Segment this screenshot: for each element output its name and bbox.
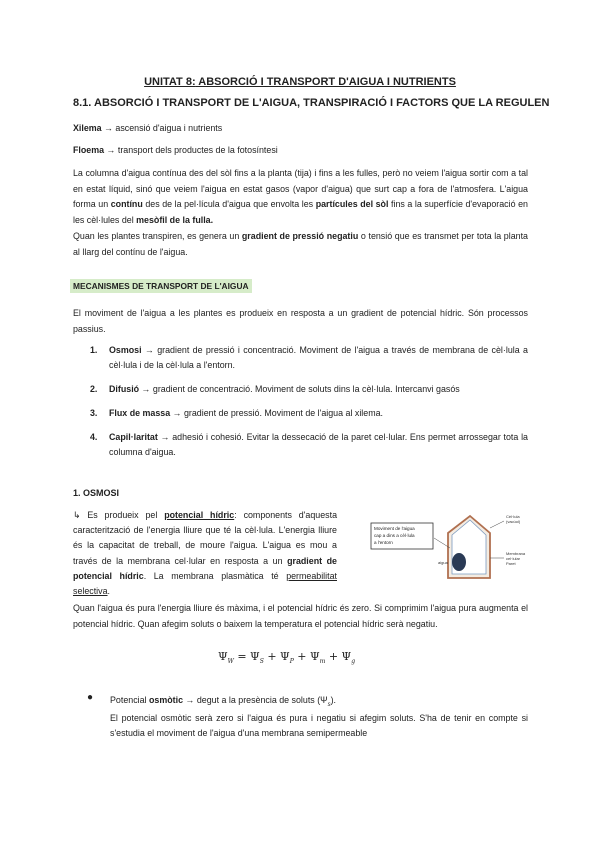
list-item xyxy=(73,382,528,397)
paragraph-osmosi xyxy=(73,508,337,599)
bold-run: mesòfil de la fulla. xyxy=(136,214,214,225)
operator: + xyxy=(293,650,310,663)
xilema-text: → ascensió d'aigua i nutrients xyxy=(101,123,223,133)
text-run: ↳ Es produeix pel xyxy=(73,510,165,520)
subscript: g xyxy=(351,658,356,666)
psi-symbol: Ψ xyxy=(250,650,260,663)
paragraph-water-column xyxy=(73,166,528,228)
list-item xyxy=(73,406,528,421)
operator: = xyxy=(233,650,251,663)
diagram-label: Membrana xyxy=(506,551,526,556)
item-number: 1. xyxy=(90,345,98,355)
text-run: . La membrana plasmàtica té xyxy=(143,570,287,581)
diagram-label-line: Moviment de l'aigua xyxy=(374,526,415,531)
operator: + xyxy=(325,650,342,663)
diagram-label: Cèl·lula xyxy=(506,514,520,519)
subscript: m xyxy=(319,658,326,666)
section-heading: 8.1. ABSORCIÓ I TRANSPORT DE L'AIGUA, TRANSPIRACIÓ I FACTORS QUE LA REGULEN xyxy=(73,97,550,109)
text-run: Potencial xyxy=(110,695,149,705)
bullet-icon: ● xyxy=(87,692,94,703)
diagram-label-line: cap a dins a cèl·lula xyxy=(374,533,415,538)
mechanisms-list xyxy=(73,343,528,460)
text-run: Quan les plantes transpiren, es genera un xyxy=(73,231,242,241)
text-run: des de la pel·lícula d'aigua que envolta les xyxy=(142,199,316,209)
floema-term: Floema xyxy=(73,145,105,155)
diagram-label-line: a l'entorn xyxy=(374,540,393,545)
bold-run: partícules del sòl xyxy=(315,199,389,209)
bold-run: contínu xyxy=(110,199,143,209)
psi-symbol: Ψ xyxy=(309,650,320,663)
operator: + xyxy=(263,650,281,663)
text-run: . xyxy=(107,586,110,597)
item-term: Capil·laritat xyxy=(109,432,158,442)
diagram-label: Paret xyxy=(506,561,516,566)
item-text: → adhesió i cohesió. Evitar la dessecació de la paret cel·lular. Ens permet arrossegar tota la columna d'aigua. xyxy=(109,432,528,457)
subscript: S xyxy=(259,658,264,666)
paragraph-transpiration xyxy=(73,229,528,260)
item-text: → gradient de concentració. Moviment de soluts dins la cèl·lula. Intercanvi gasós xyxy=(139,384,460,394)
text-run: : components d'aquesta caracterització de l'energia lliure que té la cèl·lula. L'energia lliure és la capacitat de treball, de moure l'aigua. L'aigua es mou a través de la membrana cel·lular en resposta a un xyxy=(73,510,338,566)
subscript: s xyxy=(327,701,331,708)
floema-line xyxy=(73,143,528,159)
unit-title: ABSORCIÓ I TRANSPORT D'AIGUA I NUTRIENTS xyxy=(195,76,456,88)
text-run: ). xyxy=(330,695,336,705)
plant-cell-diagram xyxy=(370,508,530,584)
text-run: o tensió que es transmet per tota la planta al llarg del contínu de l'aigua. xyxy=(73,231,528,257)
xilema-line xyxy=(73,121,528,137)
item-number: 2. xyxy=(90,384,98,394)
bold-run: gradient de pressió negatiu xyxy=(241,231,359,241)
text-run: → degut a la presència de soluts (Ψ xyxy=(183,695,328,705)
document-title xyxy=(0,76,600,88)
item-number: 4. xyxy=(90,432,98,442)
water-potential-formula xyxy=(218,650,355,665)
psi-symbol: Ψ xyxy=(341,650,352,663)
item-term: Osmosi xyxy=(109,345,142,355)
floema-text: → transport dels productes de la fotosíntesi xyxy=(104,145,278,155)
paragraph-pure-water: Quan l'aigua és pura l'energia lliure és màxima, i el potencial hídric és zero. Si comprimim l'aigua pura augmenta el potencial hídric. Quan afegim soluts o baixem la temperatura el potencial hídric serà negatiu. xyxy=(73,603,528,629)
text-run: fins a la superfície d'evaporació en les cèl·lules del xyxy=(73,199,528,225)
diagram-label: cel·lular xyxy=(506,556,521,561)
bold-run: osmòtic xyxy=(148,695,184,705)
psi-symbol: Ψ xyxy=(218,650,228,663)
item-term: Difusió xyxy=(109,384,140,394)
nucleus xyxy=(452,553,466,571)
list-item xyxy=(73,343,528,373)
subscript: P xyxy=(289,658,294,666)
bold-run: potencial hídric xyxy=(164,510,235,520)
bullet-osmotic xyxy=(110,693,528,713)
psi-symbol: Ψ xyxy=(280,650,290,663)
subscript: W xyxy=(227,658,234,666)
diagram-label: aigua xyxy=(438,560,448,565)
underline-run: permeabilitat selectiva xyxy=(73,570,337,597)
mecanismes-heading: MECANISMES DE TRANSPORT DE L'AIGUA xyxy=(70,279,252,293)
item-text: → gradient de pressió i concentració. Moviment de l'aigua a través de membrana de cèl·lula a cèl·lula i de la cèl·lula a l'entorn. xyxy=(109,345,528,370)
xilema-term: Xilema xyxy=(73,123,102,133)
item-term: Flux de massa xyxy=(109,408,171,418)
unit-label: UNITAT 8: xyxy=(144,76,196,88)
text-run: La columna d'aigua contínua des del sòl fins a la planta (tija) i fins a les fulles, però no veiem l'aigua sortir com a tal en estat líquid, sinó que veiem l'aigua en estat gasos (vapor d'aigua) que surt cap a fora de l'atmosfera. L'aigua forma un xyxy=(73,168,528,209)
list-item xyxy=(73,430,528,460)
item-text: → gradient de pressió. Moviment de l'aigua al xilema. xyxy=(170,408,383,418)
paragraph-osmotic-detail: El potencial osmòtic serà zero si l'aigua és pura i negatiu si afegim soluts. S'ha de tenir en compte si s'estudia el moviment de l'aigua d'una membrana semipermeable xyxy=(110,713,528,738)
paragraph-potencial: El moviment de l'aigua a les plantes es produeix en resposta a un gradient de potencial hídric. Són processos passius. xyxy=(73,308,528,334)
item-number: 3. xyxy=(90,408,98,418)
pointer-line xyxy=(490,521,504,528)
diagram-label: (vacúol) xyxy=(506,519,521,524)
bold-run: gradient de potencial hídric xyxy=(73,555,337,581)
osmosi-heading: 1. OSMOSI xyxy=(73,488,120,498)
